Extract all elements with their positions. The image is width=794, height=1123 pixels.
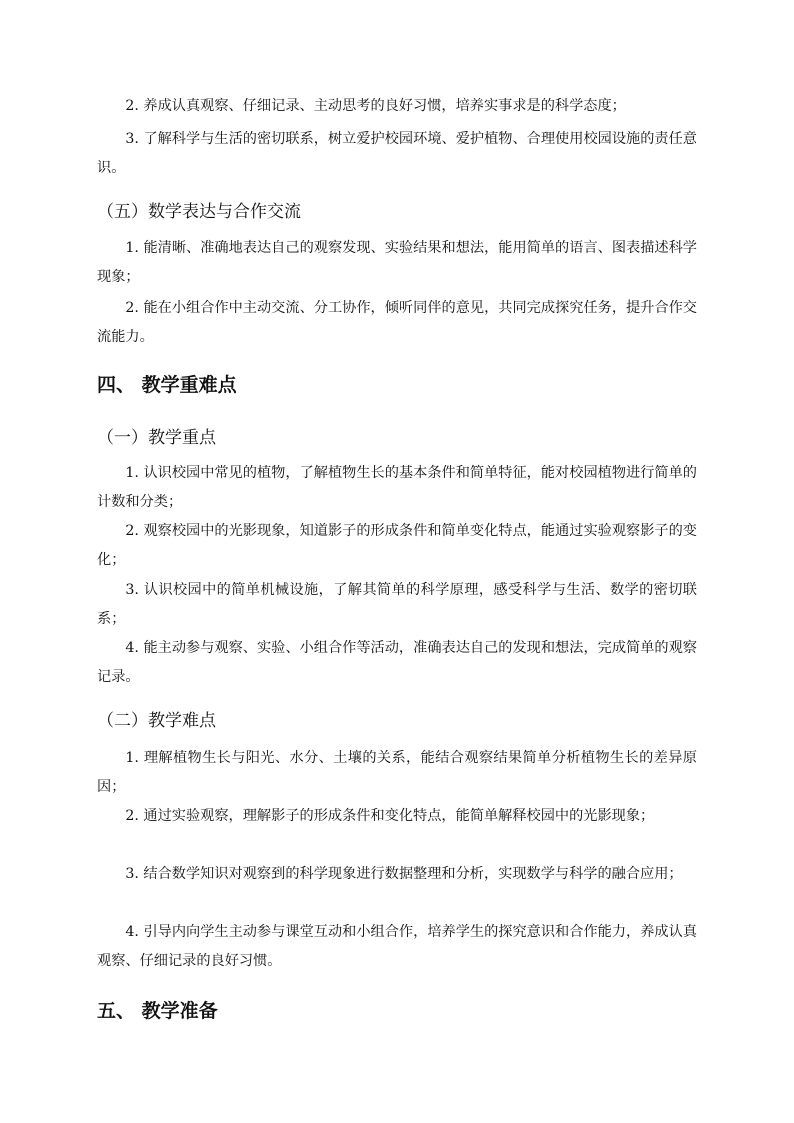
expression-item-1: 1. 能清晰、准确地表达自己的观察发现、实验结果和想法，能用简单的语言、图表描述科学现象； — [97, 240, 697, 285]
goal-item-3: 3. 了解科学与生活的密切联系，树立爱护校园环境、爱护植物、合理使用校园设施的责任意识。 — [97, 131, 697, 176]
key-point-item-1: 1. 认识校园中常见的植物，了解植物生长的基本条件和简单特征，能对校园植物进行简单的计数和分类； — [97, 465, 697, 510]
key-point-item-3: 3. 认识校园中的简单机械设施，了解其简单的科学原理，感受科学与生活、数学的密切联系； — [97, 582, 697, 627]
key-point-item-2: 2. 观察校园中的光影现象，知道影子的形成条件和简单变化特点，能通过实验观察影子的变化； — [97, 523, 697, 568]
key-point-item-4: 4. 能主动参与观察、实验、小组合作等活动，准确表达自己的发现和想法，完成简单的观察记录。 — [97, 640, 697, 685]
difficult-point-item-1: 1. 理解植物生长与阳光、水分、土壤的关系，能结合观察结果简单分析植物生长的差异原因； — [97, 750, 697, 795]
section-heading-preparation: 五、 教学准备 — [97, 1000, 218, 1022]
subsection-heading-expression: （五）数学表达与合作交流 — [97, 202, 301, 222]
subsection-heading-key-points: （一）教学重点 — [97, 428, 216, 448]
difficult-point-item-3: 3. 结合数学知识对观察到的科学现象进行数据整理和分析，实现数学与科学的融合应用； — [125, 866, 683, 882]
difficult-point-item-2: 2. 通过实验观察，理解影子的形成条件和变化特点，能简单解释校园中的光影现象； — [125, 808, 655, 824]
section-heading-key-difficult: 四、 教学重难点 — [97, 374, 237, 396]
difficult-point-item-4: 4. 引导内向学生主动参与课堂互动和小组合作，培养学生的探究意识和合作能力，养成认真观察、仔细记录的良好习惯。 — [97, 924, 697, 969]
subsection-heading-difficult-points: （二）教学难点 — [97, 711, 216, 731]
expression-item-2: 2. 能在小组合作中主动交流、分工协作，倾听同伴的意见，共同完成探究任务，提升合作交流能力。 — [97, 300, 697, 345]
goal-item-2: 2. 养成认真观察、仔细记录、主动思考的良好习惯，培养实事求是的科学态度； — [125, 98, 626, 114]
